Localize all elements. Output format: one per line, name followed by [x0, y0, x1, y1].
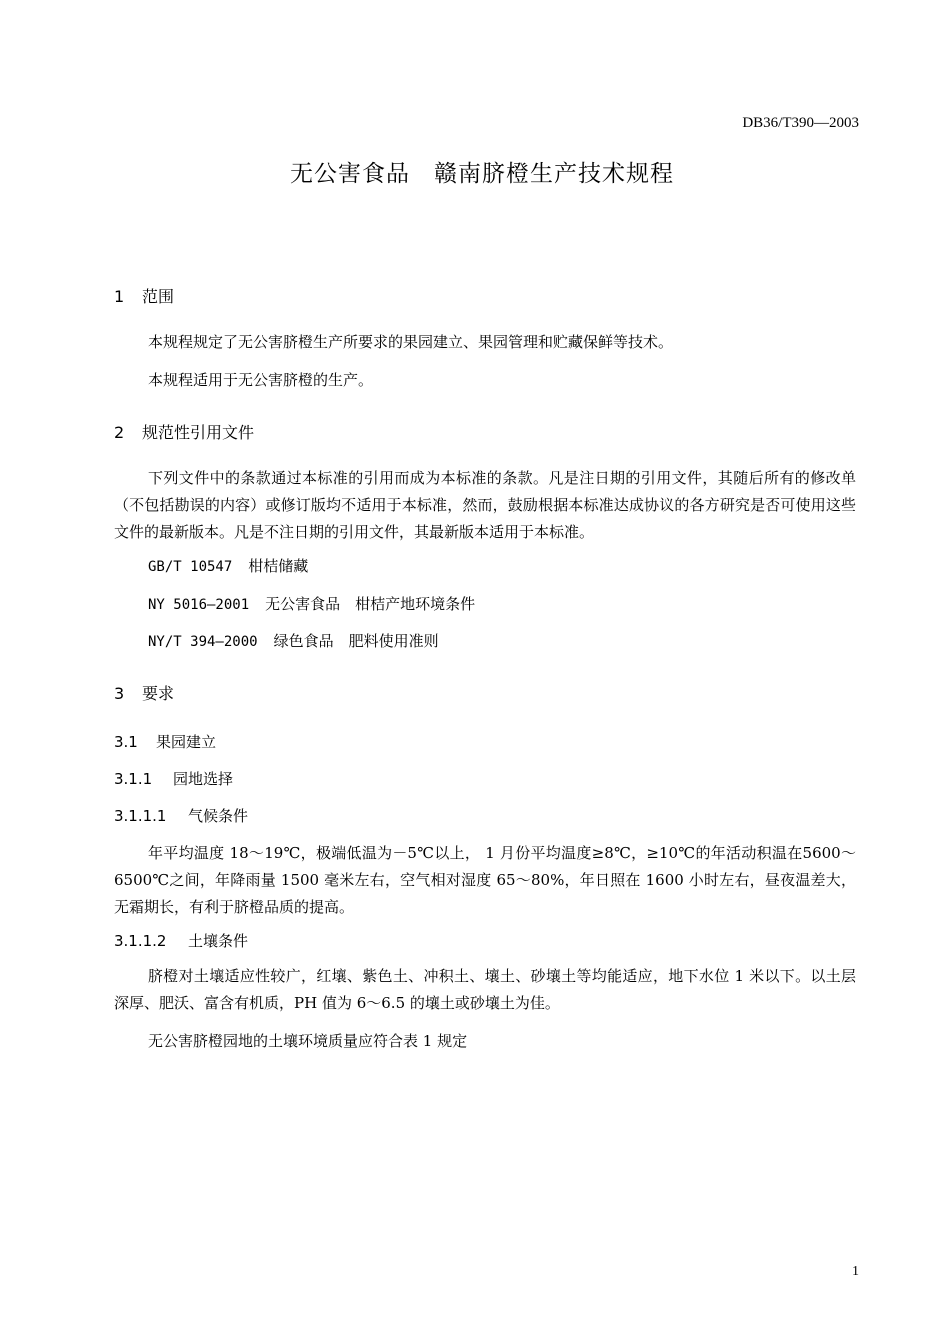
reference-code: GB/T 10547	[148, 559, 233, 575]
reference-name: 柑桔储藏	[248, 557, 309, 575]
reference-name: 无公害食品 柑桔产地环境条件	[265, 595, 476, 613]
paragraph: 脐橙对土壤适应性较广，红壤、紫色土、冲积土、壤土、砂壤土等均能适应，地下水位 1 米以下。以土层深厚、肥沃、富含有机质，PH 值为 6～6.5 的壤土或砂壤土为佳。	[114, 967, 856, 1012]
section-title: 要求	[142, 684, 175, 703]
section-title: 果园建立	[156, 733, 217, 751]
document-number: DB36/T390—2003	[742, 115, 859, 131]
subsection-heading-3-1-1-2	[114, 930, 248, 951]
document-title: 无公害食品 赣南脐橙生产技术规程	[290, 161, 674, 187]
paragraph: 无公害脐橙园地的土壤环境质量应符合表 1 规定	[148, 1032, 468, 1050]
section-number: 1	[114, 287, 125, 306]
section-title: 园地选择	[173, 770, 234, 788]
subsection-heading-3-1-1	[114, 768, 233, 789]
reference-name: 绿色食品 肥料使用准则	[273, 632, 439, 650]
section-number: 2	[114, 423, 125, 442]
paragraph: 下列文件中的条款通过本标准的引用而成为本标准的条款。凡是注日期的引用文件，其随后所有的修改单（不包括勘误的内容）或修订版均不适用于本标准，然而，鼓励根据本标准达成协议的各方研究是否可使用这些文件的最新版本。凡是不注日期的引用文件，其最新版本适用于本标准。	[114, 469, 856, 541]
section-number: 3.1.1.1	[114, 807, 167, 825]
reference-item	[148, 555, 308, 576]
section-title: 土壤条件	[188, 932, 249, 950]
paragraph: 本规程规定了无公害脐橙生产所要求的果园建立、果园管理和贮藏保鲜等技术。	[148, 333, 674, 351]
subsection-heading-3-1-1-1	[114, 805, 248, 826]
section-number: 3.1.1	[114, 770, 153, 788]
section-heading-2	[114, 420, 254, 443]
paragraph: 年平均温度 18～19℃，极端低温为－5℃以上， 1 月份平均温度≥8℃，≥10℃的年活动积温在5600～6500℃之间，年降雨量 1500 毫米左右，空气相对湿度 65～80%，年日照在 1600 小时左右，昼夜温差大，无霜期长，有利于脐橙品质的提高。	[114, 844, 856, 916]
section-heading-1	[114, 284, 174, 307]
paragraph: 本规程适用于无公害脐橙的生产。	[148, 371, 374, 389]
reference-item	[148, 593, 475, 614]
subsection-heading-3-1	[114, 731, 216, 752]
section-heading-3	[114, 681, 174, 704]
reference-code: NY 5016—2001	[148, 597, 250, 613]
section-number: 3.1.1.2	[114, 932, 167, 950]
section-number: 3	[114, 684, 125, 703]
reference-code: NY/T 394—2000	[148, 634, 258, 650]
page-number: 1	[852, 1264, 859, 1279]
section-title: 气候条件	[188, 807, 249, 825]
section-number: 3.1	[114, 733, 138, 751]
reference-item	[148, 630, 439, 651]
section-title: 规范性引用文件	[142, 423, 255, 442]
section-title: 范围	[142, 287, 175, 306]
